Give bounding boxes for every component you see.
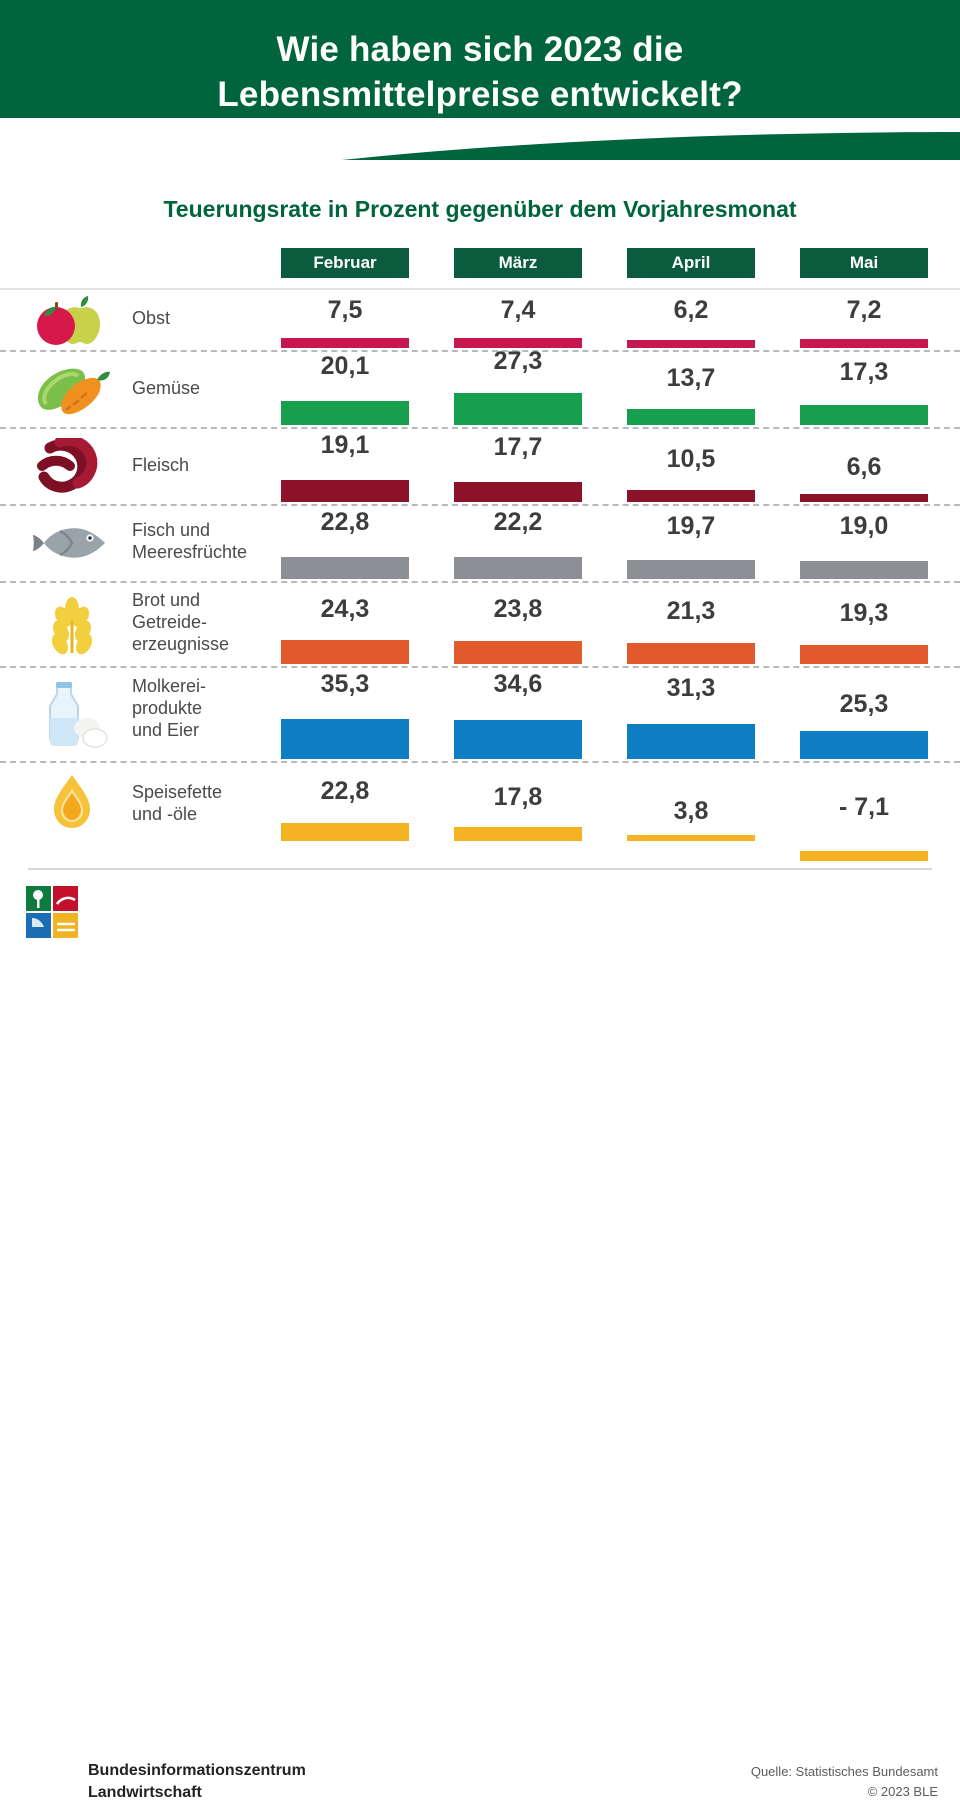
bar <box>454 827 582 841</box>
fish-icon <box>22 504 122 581</box>
bar <box>627 643 755 664</box>
value-label: 19,7 <box>666 512 716 540</box>
header-curve-accent <box>0 118 960 160</box>
row-label-molkerei: Molkerei- produkte und Eier <box>132 676 207 740</box>
row-label-brot: Brot und Getreide- erzeugnisse <box>132 590 230 654</box>
cell-speisefette-februar <box>281 761 409 841</box>
row-label-fleisch: Fleisch <box>132 455 190 475</box>
cell-brot-april <box>627 581 755 664</box>
cell-gemuese-maerz <box>454 347 582 425</box>
cell-gemuese-februar <box>281 350 409 425</box>
value-label: - 7,1 <box>838 793 890 821</box>
cell-brot-maerz <box>454 581 582 664</box>
row-label-speisefette: Speisefette und -öle <box>132 782 223 824</box>
row-label-fisch: Fisch und Meeresfrüchte <box>132 520 248 562</box>
value-label: 7,2 <box>846 296 882 324</box>
column-header-maerz: März <box>454 248 582 278</box>
row-label-gemuese: Gemüse <box>132 378 201 398</box>
cell-obst-april <box>627 290 755 348</box>
bar <box>281 480 409 502</box>
footer <box>0 870 960 1801</box>
bar <box>627 560 755 579</box>
value-label: 35,3 <box>320 670 370 698</box>
cell-obst-maerz <box>454 290 582 348</box>
cucumber-carrot-icon <box>22 350 122 427</box>
bar <box>454 641 582 664</box>
cell-molkerei-mai <box>800 666 928 759</box>
value-label: 17,7 <box>493 433 543 461</box>
ble-logo-icon <box>26 886 78 938</box>
value-label: 27,3 <box>493 347 543 375</box>
value-label: 22,2 <box>493 508 543 536</box>
source-note: Quelle: Statistisches Bundesamt © 2023 BLE <box>750 1764 938 1799</box>
value-label: 19,3 <box>839 599 889 627</box>
bar <box>281 719 409 759</box>
value-label: 24,3 <box>320 595 370 623</box>
cell-molkerei-maerz <box>454 666 582 759</box>
bar <box>800 645 928 664</box>
chart-subtitle: Teuerungsrate in Prozent gegenüber dem Vorjahresmonat <box>163 196 797 222</box>
bar <box>800 405 928 425</box>
value-label: 34,6 <box>493 670 543 698</box>
page-title-line2: Lebensmittelpreise entwickelt? <box>217 74 743 114</box>
page-title <box>0 28 960 118</box>
value-label: 3,8 <box>673 797 709 825</box>
milk-eggs-icon <box>22 666 122 761</box>
cell-fisch-mai <box>800 504 928 579</box>
sausages-icon <box>22 427 122 504</box>
bar <box>627 340 755 348</box>
bar <box>281 338 409 348</box>
cell-fisch-maerz <box>454 504 582 579</box>
bar <box>281 823 409 841</box>
bar <box>800 494 928 502</box>
header-banner <box>0 0 960 160</box>
cell-molkerei-april <box>627 666 755 759</box>
bar <box>800 339 928 348</box>
value-label: 7,5 <box>327 296 363 324</box>
value-label: 19,0 <box>839 512 889 540</box>
wheat-icon <box>22 581 122 666</box>
cell-fisch-februar <box>281 504 409 579</box>
value-label: 22,8 <box>320 508 370 536</box>
cell-fisch-april <box>627 504 755 579</box>
oil-drop-icon <box>22 761 122 851</box>
value-label: 22,8 <box>320 777 370 805</box>
value-label: 20,1 <box>320 352 370 380</box>
value-label: 17,3 <box>839 358 889 386</box>
cell-gemuese-mai <box>800 350 928 425</box>
bar <box>454 393 582 425</box>
bar <box>454 720 582 759</box>
cell-fleisch-maerz <box>454 427 582 502</box>
column-header-mai: Mai <box>800 248 928 278</box>
column-header-april: April <box>627 248 755 278</box>
value-label: 25,3 <box>839 690 889 718</box>
column-header-februar: Februar <box>281 248 409 278</box>
value-label: 23,8 <box>493 595 543 623</box>
cell-fleisch-mai <box>800 427 928 502</box>
bar <box>800 561 928 579</box>
value-label: 6,6 <box>846 453 882 481</box>
cell-speisefette-mai <box>800 761 928 861</box>
cell-fleisch-april <box>627 427 755 502</box>
value-label: 7,4 <box>500 296 536 324</box>
page-title-line1: Wie haben sich 2023 die <box>276 30 684 69</box>
value-label: 19,1 <box>320 431 370 459</box>
value-label: 17,8 <box>493 783 543 811</box>
cell-molkerei-februar <box>281 666 409 759</box>
bar <box>627 835 755 841</box>
cell-gemuese-april <box>627 350 755 425</box>
chart-area <box>0 160 960 870</box>
cell-brot-februar <box>281 581 409 664</box>
bar <box>454 482 582 502</box>
value-label: 6,2 <box>673 296 709 324</box>
bar <box>627 490 755 502</box>
value-label: 31,3 <box>666 674 716 702</box>
cell-speisefette-april <box>627 761 755 841</box>
cell-obst-februar <box>281 290 409 348</box>
row-label-obst: Obst <box>132 308 171 328</box>
cell-speisefette-maerz <box>454 761 582 841</box>
cell-brot-mai <box>800 581 928 664</box>
bar <box>800 731 928 759</box>
bar <box>454 557 582 579</box>
bar <box>281 401 409 425</box>
bar <box>281 640 409 664</box>
value-label: 13,7 <box>666 364 716 392</box>
cell-obst-mai <box>800 290 928 348</box>
value-label: 10,5 <box>666 445 716 473</box>
apple-pear-icon <box>22 290 122 350</box>
bar <box>627 724 755 759</box>
value-label: 21,3 <box>666 597 716 625</box>
bar-negative <box>800 851 928 861</box>
cell-fleisch-februar <box>281 427 409 502</box>
ble-logo-text: Bundesinformationszentrum Landwirtschaft <box>88 1762 306 1801</box>
bar <box>281 557 409 579</box>
bar <box>627 409 755 425</box>
